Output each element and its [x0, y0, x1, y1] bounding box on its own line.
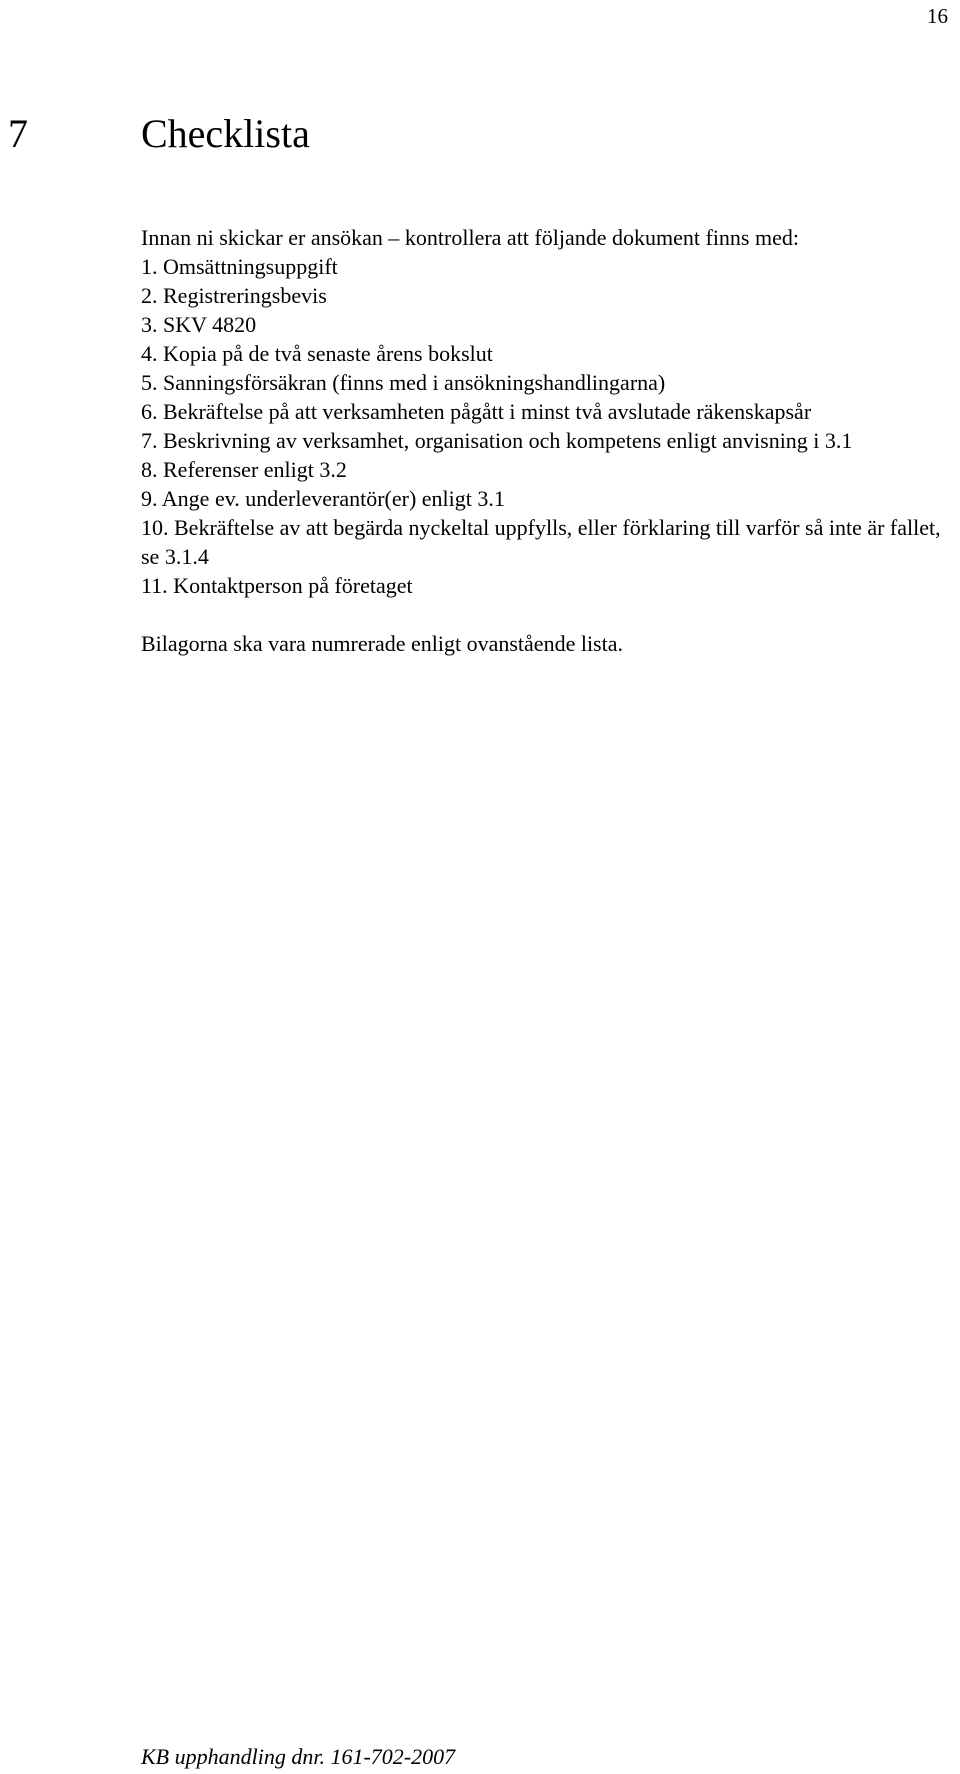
checklist-item: 7. Beskrivning av verksamhet, organisation och kompetens enligt anvisning i 3.1: [141, 428, 853, 453]
checklist-item: 1. Omsättningsuppgift: [141, 254, 338, 279]
page-number: 16: [927, 4, 948, 28]
checklist-item: 9. Ange ev. underleverantör(er) enligt 3.1: [141, 486, 505, 511]
checklist-item: 11. Kontaktperson på företaget: [141, 573, 413, 598]
checklist-item: 6. Bekräftelse på att verksamheten pågått i minst två avslutade räkenskapsår: [141, 399, 812, 424]
section-number: 7: [8, 111, 28, 156]
closing-note: Bilagorna ska vara numrerade enligt ovanstående lista.: [141, 631, 623, 656]
intro-text: Innan ni skickar er ansökan – kontrollera att följande dokument finns med:: [141, 225, 799, 250]
checklist-item: 8. Referenser enligt 3.2: [141, 457, 347, 482]
checklist-item: 3. SKV 4820: [141, 312, 257, 337]
checklist-item: 2. Registreringsbevis: [141, 283, 327, 308]
checklist-item: 10. Bekräftelse av att begärda nyckeltal uppfylls, eller förklaring till varför så inte är fallet, se 3.1.4: [141, 515, 941, 569]
checklist-item: 5. Sanningsförsäkran (finns med i ansökningshandlingarna): [141, 370, 666, 395]
section-title: Checklista: [141, 111, 310, 156]
footer-reference: KB upphandling dnr. 161-702-2007: [141, 1744, 456, 1769]
checklist-body: [141, 223, 941, 658]
checklist: [141, 252, 941, 600]
checklist-item: 4. Kopia på de två senaste årens bokslut: [141, 341, 493, 366]
